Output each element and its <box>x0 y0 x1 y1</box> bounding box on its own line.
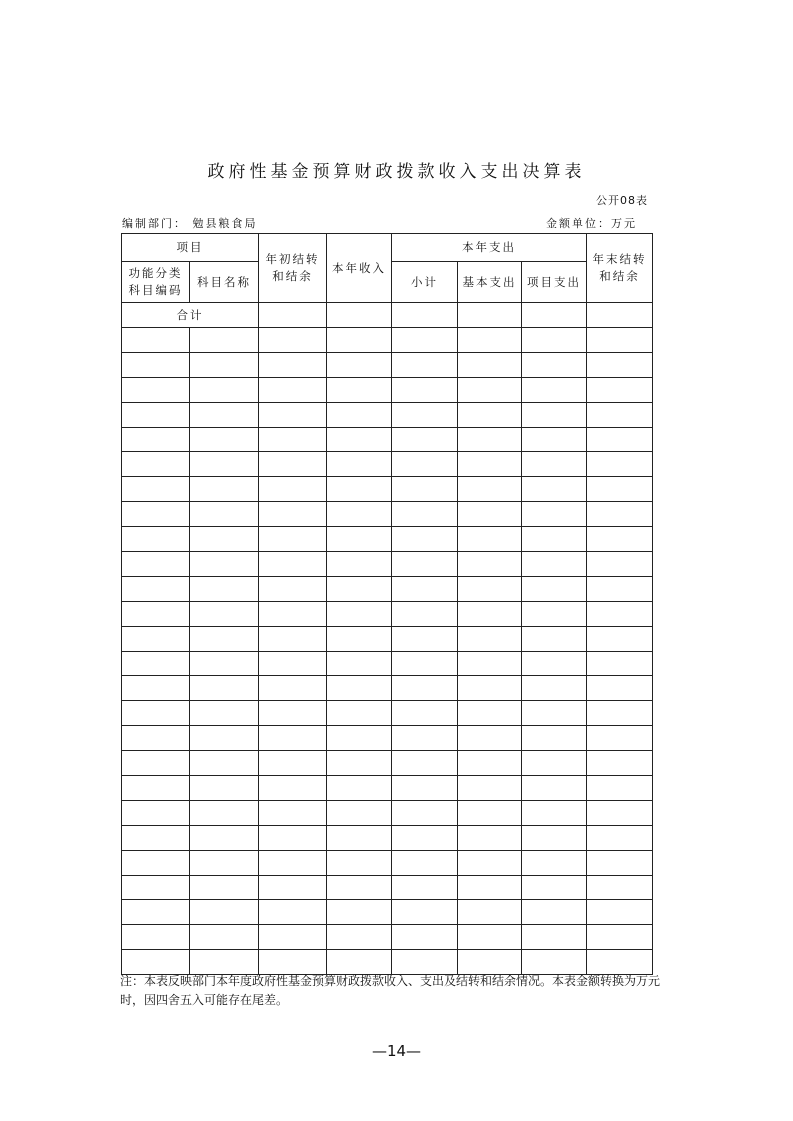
table-row <box>122 601 653 626</box>
table-cell <box>522 352 587 377</box>
table-row <box>122 875 653 900</box>
header-end-balance: 年末结转和结余 <box>587 234 653 303</box>
table-cell <box>122 825 190 850</box>
table-cell <box>122 726 190 751</box>
table-cell <box>122 875 190 900</box>
table-cell <box>522 527 587 552</box>
table-cell <box>327 676 392 701</box>
table-cell <box>327 527 392 552</box>
table-cell <box>392 352 458 377</box>
table-cell <box>392 502 458 527</box>
table-cell <box>522 377 587 402</box>
table-cell <box>458 726 522 751</box>
table-cell <box>392 626 458 651</box>
table-cell <box>259 751 327 776</box>
table-cell <box>392 776 458 801</box>
table-cell <box>458 800 522 825</box>
table-cell <box>392 601 458 626</box>
table-cell <box>587 850 653 875</box>
table-cell <box>522 576 587 601</box>
table-cell <box>259 452 327 477</box>
table-cell <box>587 452 653 477</box>
table-cell <box>259 352 327 377</box>
table-cell <box>190 452 259 477</box>
table-row <box>122 776 653 801</box>
table-row <box>122 726 653 751</box>
table-cell <box>522 850 587 875</box>
table-cell <box>522 776 587 801</box>
table-cell <box>458 651 522 676</box>
table-cell <box>587 402 653 427</box>
table-cell <box>327 875 392 900</box>
department-label: 编制部门： 勉县粮食局 <box>122 217 258 230</box>
table-cell <box>522 626 587 651</box>
table-row <box>122 925 653 950</box>
table-cell <box>522 726 587 751</box>
table-cell <box>190 751 259 776</box>
table-cell <box>122 925 190 950</box>
table-cell <box>392 377 458 402</box>
table-cell <box>587 825 653 850</box>
table-cell <box>259 676 327 701</box>
table-cell <box>522 900 587 925</box>
table-row <box>122 825 653 850</box>
table-row <box>122 950 653 975</box>
table-cell <box>327 850 392 875</box>
table-cell <box>190 850 259 875</box>
total-cell <box>327 303 392 328</box>
table-cell <box>458 601 522 626</box>
table-cell <box>587 377 653 402</box>
header-subtotal: 小计 <box>392 262 458 303</box>
table-cell <box>392 576 458 601</box>
header-item: 项目 <box>122 234 259 262</box>
header-income: 本年收入 <box>327 234 392 303</box>
table-cell <box>122 377 190 402</box>
table-cell <box>122 601 190 626</box>
table-cell <box>259 576 327 601</box>
table-cell <box>587 352 653 377</box>
page-title: 政府性基金预算财政拨款收入支出决算表 <box>207 162 586 182</box>
table-cell <box>392 477 458 502</box>
table-cell <box>522 402 587 427</box>
table-cell <box>587 676 653 701</box>
table-cell <box>259 701 327 726</box>
total-cell <box>458 303 522 328</box>
table-cell <box>122 850 190 875</box>
table-cell <box>392 328 458 353</box>
table-row <box>122 452 653 477</box>
table-cell <box>327 925 392 950</box>
table-cell <box>458 701 522 726</box>
table-cell <box>259 726 327 751</box>
table-cell <box>458 427 522 452</box>
table-cell <box>259 925 327 950</box>
table-cell <box>458 626 522 651</box>
header-project-expense: 项目支出 <box>522 262 587 303</box>
table-cell <box>392 651 458 676</box>
footnote: 注：本表反映部门本年度政府性基金预算财政拨款收入、支出及结转和结余情况。本表金额转换为万元时，因四舍五入可能存在尾差。 <box>120 974 661 1007</box>
table-cell <box>587 701 653 726</box>
table-cell <box>587 502 653 527</box>
table-cell <box>522 925 587 950</box>
table-cell <box>122 328 190 353</box>
table-cell <box>190 701 259 726</box>
table-cell <box>522 800 587 825</box>
table-cell <box>190 800 259 825</box>
table-cell <box>122 552 190 577</box>
total-cell <box>392 303 458 328</box>
table-cell <box>458 502 522 527</box>
header-subject-name: 科目名称 <box>190 262 259 303</box>
table-cell <box>587 925 653 950</box>
table-cell <box>458 328 522 353</box>
table-cell <box>327 402 392 427</box>
table-cell <box>392 900 458 925</box>
table-cell <box>190 377 259 402</box>
table-cell <box>190 950 259 975</box>
table-cell <box>327 900 392 925</box>
table-cell <box>458 825 522 850</box>
table-cell <box>458 850 522 875</box>
table-cell <box>458 377 522 402</box>
table-cell <box>259 800 327 825</box>
table-row <box>122 328 653 353</box>
table-cell <box>190 576 259 601</box>
table-cell <box>122 776 190 801</box>
total-cell <box>587 303 653 328</box>
table-cell <box>392 950 458 975</box>
table-cell <box>327 477 392 502</box>
table-cell <box>259 900 327 925</box>
table-cell <box>190 527 259 552</box>
table-cell <box>327 701 392 726</box>
page-number: —14— <box>371 1042 422 1060</box>
budget-table <box>121 233 653 975</box>
table-cell <box>122 701 190 726</box>
header-expense: 本年支出 <box>392 234 587 262</box>
table-cell <box>587 875 653 900</box>
table-cell <box>587 527 653 552</box>
table-cell <box>458 576 522 601</box>
table-row <box>122 800 653 825</box>
table-cell <box>458 402 522 427</box>
table-cell <box>522 552 587 577</box>
table-cell <box>190 552 259 577</box>
table-cell <box>522 477 587 502</box>
table-cell <box>522 751 587 776</box>
table-cell <box>259 626 327 651</box>
table-cell <box>522 601 587 626</box>
total-cell <box>522 303 587 328</box>
table-cell <box>587 601 653 626</box>
table-cell <box>122 477 190 502</box>
table-cell <box>259 502 327 527</box>
table-cell <box>587 552 653 577</box>
table-cell <box>190 601 259 626</box>
table-cell <box>522 701 587 726</box>
table-cell <box>259 427 327 452</box>
table-cell <box>259 950 327 975</box>
table-cell <box>522 651 587 676</box>
table-cell <box>190 477 259 502</box>
table-cell <box>392 751 458 776</box>
table-cell <box>259 825 327 850</box>
table-cell <box>587 950 653 975</box>
table-cell <box>392 850 458 875</box>
table-cell <box>587 328 653 353</box>
table-cell <box>190 875 259 900</box>
table-cell <box>522 825 587 850</box>
table-cell <box>327 601 392 626</box>
table-row <box>122 850 653 875</box>
table-cell <box>392 825 458 850</box>
table-cell <box>327 328 392 353</box>
table-cell <box>190 825 259 850</box>
table-row <box>122 427 653 452</box>
table-cell <box>392 800 458 825</box>
table-cell <box>458 925 522 950</box>
table-cell <box>587 900 653 925</box>
meta-row <box>122 215 652 231</box>
table-cell <box>122 800 190 825</box>
table-cell <box>522 502 587 527</box>
table-cell <box>122 651 190 676</box>
table-cell <box>458 900 522 925</box>
table-cell <box>190 328 259 353</box>
table-cell <box>259 527 327 552</box>
table-cell <box>327 352 392 377</box>
table-row <box>122 576 653 601</box>
table-cell <box>392 402 458 427</box>
table-cell <box>392 875 458 900</box>
table-cell <box>190 427 259 452</box>
table-cell <box>458 676 522 701</box>
table-cell <box>122 427 190 452</box>
table-cell <box>587 651 653 676</box>
table-cell <box>327 377 392 402</box>
table-cell <box>122 352 190 377</box>
table-cell <box>122 527 190 552</box>
table-cell <box>392 427 458 452</box>
table-row <box>122 676 653 701</box>
table-cell <box>522 328 587 353</box>
header-func-code: 功能分类科目编码 <box>122 262 190 303</box>
table-cell <box>327 452 392 477</box>
table-cell <box>122 900 190 925</box>
table-cell <box>392 552 458 577</box>
table-cell <box>259 402 327 427</box>
table-row <box>122 751 653 776</box>
table-cell <box>392 726 458 751</box>
table-cell <box>190 925 259 950</box>
table-row <box>122 552 653 577</box>
total-row <box>122 303 653 328</box>
total-label: 合计 <box>122 303 259 328</box>
table-cell <box>587 751 653 776</box>
table-cell <box>458 552 522 577</box>
table-cell <box>122 626 190 651</box>
table-cell <box>122 502 190 527</box>
table-cell <box>327 576 392 601</box>
total-cell <box>259 303 327 328</box>
table-cell <box>587 576 653 601</box>
table-cell <box>327 726 392 751</box>
table-cell <box>259 776 327 801</box>
table-row <box>122 377 653 402</box>
table-cell <box>327 626 392 651</box>
table-cell <box>327 427 392 452</box>
table-cell <box>392 701 458 726</box>
table-cell <box>392 527 458 552</box>
form-code: 公开08表 <box>596 194 648 207</box>
table-cell <box>122 402 190 427</box>
table-cell <box>327 950 392 975</box>
table-cell <box>259 377 327 402</box>
table-cell <box>190 726 259 751</box>
table-row <box>122 502 653 527</box>
table-cell <box>327 776 392 801</box>
table-cell <box>190 626 259 651</box>
table-cell <box>458 875 522 900</box>
table-cell <box>587 800 653 825</box>
table-cell <box>522 875 587 900</box>
table-cell <box>190 776 259 801</box>
table-cell <box>327 502 392 527</box>
table-cell <box>392 676 458 701</box>
table-cell <box>587 726 653 751</box>
table-cell <box>458 452 522 477</box>
table-body <box>122 328 653 975</box>
table-cell <box>522 427 587 452</box>
table-cell <box>190 900 259 925</box>
table-cell <box>392 925 458 950</box>
table-cell <box>259 875 327 900</box>
table-cell <box>458 751 522 776</box>
table-row <box>122 402 653 427</box>
table-cell <box>458 776 522 801</box>
header-row-1 <box>122 234 653 262</box>
table-cell <box>122 751 190 776</box>
table-row <box>122 651 653 676</box>
table-row <box>122 477 653 502</box>
table-cell <box>522 452 587 477</box>
table-cell <box>259 651 327 676</box>
table-row <box>122 527 653 552</box>
table-cell <box>327 751 392 776</box>
table-cell <box>587 427 653 452</box>
table-row <box>122 352 653 377</box>
table-cell <box>587 776 653 801</box>
table-cell <box>122 452 190 477</box>
table-cell <box>259 477 327 502</box>
header-basic-expense: 基本支出 <box>458 262 522 303</box>
table-cell <box>259 850 327 875</box>
table-cell <box>327 800 392 825</box>
table-cell <box>327 825 392 850</box>
table-cell <box>122 950 190 975</box>
table-cell <box>587 477 653 502</box>
table-cell <box>122 676 190 701</box>
table-cell <box>458 477 522 502</box>
table-cell <box>122 576 190 601</box>
table-cell <box>190 352 259 377</box>
table-cell <box>327 552 392 577</box>
unit-label: 金额单位：万元 <box>546 217 637 230</box>
table-cell <box>190 502 259 527</box>
table-cell <box>190 651 259 676</box>
table-cell <box>587 626 653 651</box>
table-cell <box>522 676 587 701</box>
table-cell <box>522 950 587 975</box>
table-cell <box>190 402 259 427</box>
table-cell <box>458 527 522 552</box>
table-cell <box>392 452 458 477</box>
table-row <box>122 701 653 726</box>
table-cell <box>327 651 392 676</box>
table-cell <box>190 676 259 701</box>
table-cell <box>259 552 327 577</box>
header-begin-balance: 年初结转和结余 <box>259 234 327 303</box>
table-cell <box>259 328 327 353</box>
table-row <box>122 900 653 925</box>
table-row <box>122 626 653 651</box>
table-cell <box>259 601 327 626</box>
table-cell <box>458 352 522 377</box>
table-cell <box>458 950 522 975</box>
